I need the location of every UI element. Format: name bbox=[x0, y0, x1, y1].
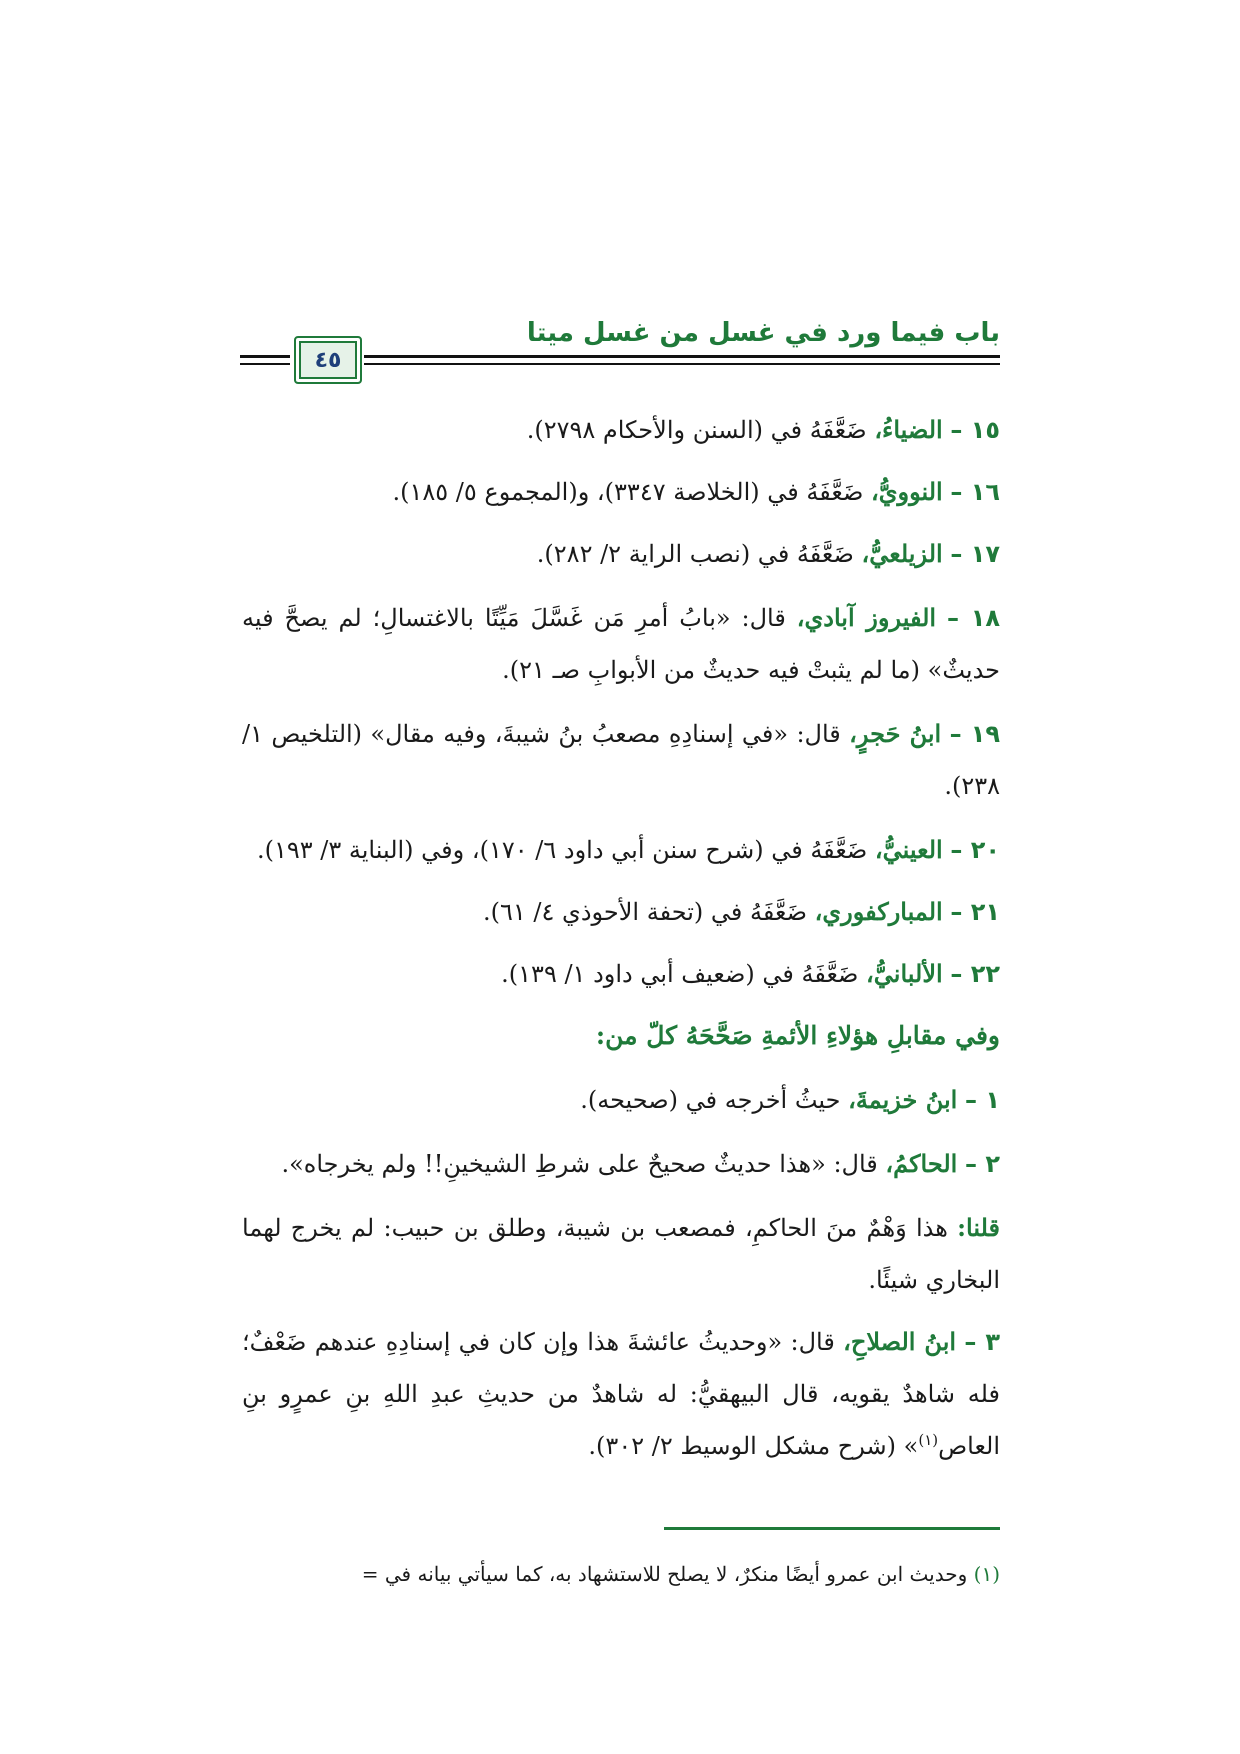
item-text: حيثُ أخرجه في (صحيحه). bbox=[580, 1086, 849, 1114]
item-text: قال: «هذا حديثٌ صحيحٌ على شرطِ الشيخينِ!! ولم يخرجاه». bbox=[281, 1150, 886, 1178]
ornament-corner bbox=[347, 341, 357, 351]
list-item bbox=[242, 404, 1000, 456]
header-rule-right-thick bbox=[364, 355, 1000, 358]
item-text: قال: «وحديثُ عائشةَ هذا وإن كان في إسنادِهِ عندهم ضَعْفٌ؛ فله شاهدٌ يقويه، قال البيهقيُّ: له شاهدٌ من حديثِ عبدِ اللهِ بنِ عمرٍو بنِ العاص bbox=[242, 1328, 1000, 1460]
chapter-title: باب فيما ورد في غسل من غسل ميتا bbox=[526, 318, 1000, 348]
scholar-name: الزيلعيُّ، bbox=[861, 539, 943, 568]
item-text: قال: «بابُ أمرِ مَن غَسَّلَ مَيِّتًا بالاغتسالِ؛ لم يصحَّ فيه حديثٌ» (ما لم يثبتْ فيه حديثٌ من الأبوابِ صـ ٢١). bbox=[242, 604, 1000, 684]
scholar-name: ابنُ الصلاحِ، bbox=[843, 1327, 957, 1356]
scholar-name: العينيُّ، bbox=[874, 835, 943, 864]
item-text: ضَعَّفَهُ في (تحفة الأحوذي ٤/ ٦١). bbox=[483, 898, 815, 926]
footnote-number: (١) bbox=[973, 1562, 1000, 1586]
item-number: ١٨ – bbox=[947, 604, 1000, 632]
page-number-badge bbox=[294, 336, 362, 384]
item-number: ٢٢ – bbox=[950, 960, 1000, 988]
header-rule-right-thin bbox=[364, 363, 1000, 365]
section-heading-text: وفي مقابلِ هؤلاءِ الأئمةِ صَحَّحَهُ كلّ من: bbox=[595, 1021, 1000, 1050]
list-item bbox=[242, 528, 1000, 580]
section-heading bbox=[242, 1010, 1000, 1062]
ornament-corner bbox=[299, 369, 309, 379]
footnote-reference: (١) bbox=[918, 1431, 939, 1449]
list-item bbox=[242, 708, 1000, 812]
item-number: ١٦ – bbox=[950, 478, 1000, 506]
item-number: ١٧ – bbox=[950, 540, 1000, 568]
scholar-name: ابنُ حَجرٍ، bbox=[849, 719, 942, 748]
item-number: ٢١ – bbox=[950, 898, 1000, 926]
note-text: هذا وَهْمٌ منَ الحاكمِ، فمصعب بن شيبة، وطلق بن حبيب: لم يخرج لهما البخاري شيئًا. bbox=[242, 1214, 1000, 1294]
scholar-name: الحاكمُ، bbox=[885, 1149, 958, 1178]
scholar-name: الضياءُ، bbox=[874, 415, 943, 444]
item-number: ١٥ – bbox=[950, 416, 1000, 444]
item-text: ضَعَّفَهُ في (الخلاصة ٣٣٤٧)، و(المجموع ٥/ ١٨٥). bbox=[392, 478, 871, 506]
item-text: ضَعَّفَهُ في (السنن والأحكام ٢٧٩٨). bbox=[526, 416, 875, 444]
list-item bbox=[242, 824, 1000, 876]
scholar-name: ابنُ خزيمةَ، bbox=[848, 1085, 958, 1114]
scholar-name: الفيروز آبادي، bbox=[796, 603, 937, 632]
ornament-corner bbox=[347, 369, 357, 379]
footnote-separator bbox=[664, 1527, 1000, 1530]
header-rule-left-thick bbox=[240, 355, 290, 358]
item-number: ٣ – bbox=[964, 1328, 1001, 1356]
list-item bbox=[242, 1138, 1000, 1190]
scholar-name: الألبانيُّ، bbox=[866, 959, 943, 988]
item-number: ١ – bbox=[964, 1086, 1000, 1114]
scholar-name: النوويُّ، bbox=[870, 477, 943, 506]
footnote bbox=[242, 1556, 1000, 1592]
list-item bbox=[242, 886, 1000, 938]
scholar-name: المباركفوري، bbox=[814, 897, 943, 926]
item-number: ٢٠ – bbox=[950, 836, 1000, 864]
ornament-corner bbox=[299, 341, 309, 351]
footnote-text: وحديث ابن عمرو أيضًا منكرٌ، لا يصلح للاستشهاد به، كما سيأتي بيانه في = bbox=[361, 1562, 974, 1586]
list-item bbox=[242, 1316, 1000, 1472]
item-text: ضَعَّفَهُ في (شرح سنن أبي داود ٦/ ١٧٠)، وفي (البناية ٣/ ١٩٣). bbox=[256, 836, 875, 864]
list-item bbox=[242, 948, 1000, 1000]
item-text: ضَعَّفَهُ في (نصب الراية ٢/ ٢٨٢). bbox=[536, 540, 862, 568]
note-paragraph bbox=[242, 1202, 1000, 1306]
page-number: ٤٥ bbox=[314, 347, 342, 373]
list-item bbox=[242, 1074, 1000, 1126]
header-rule-left-thin bbox=[240, 363, 290, 365]
list-item bbox=[242, 592, 1000, 696]
item-text: قال: «في إسنادِهِ مصعبُ بنُ شيبةَ، وفيه مقال» (التلخيص ١/ ٢٣٨). bbox=[242, 720, 1000, 800]
item-number: ١٩ – bbox=[949, 720, 1000, 748]
list-item bbox=[242, 466, 1000, 518]
item-text: ضَعَّفَهُ في (ضعيف أبي داود ١/ ١٣٩). bbox=[501, 960, 867, 988]
item-text: » (شرح مشكل الوسيط ٢/ ٣٠٢). bbox=[588, 1432, 919, 1460]
item-number: ٢ – bbox=[964, 1150, 1000, 1178]
note-label: قلنا: bbox=[957, 1213, 1000, 1242]
